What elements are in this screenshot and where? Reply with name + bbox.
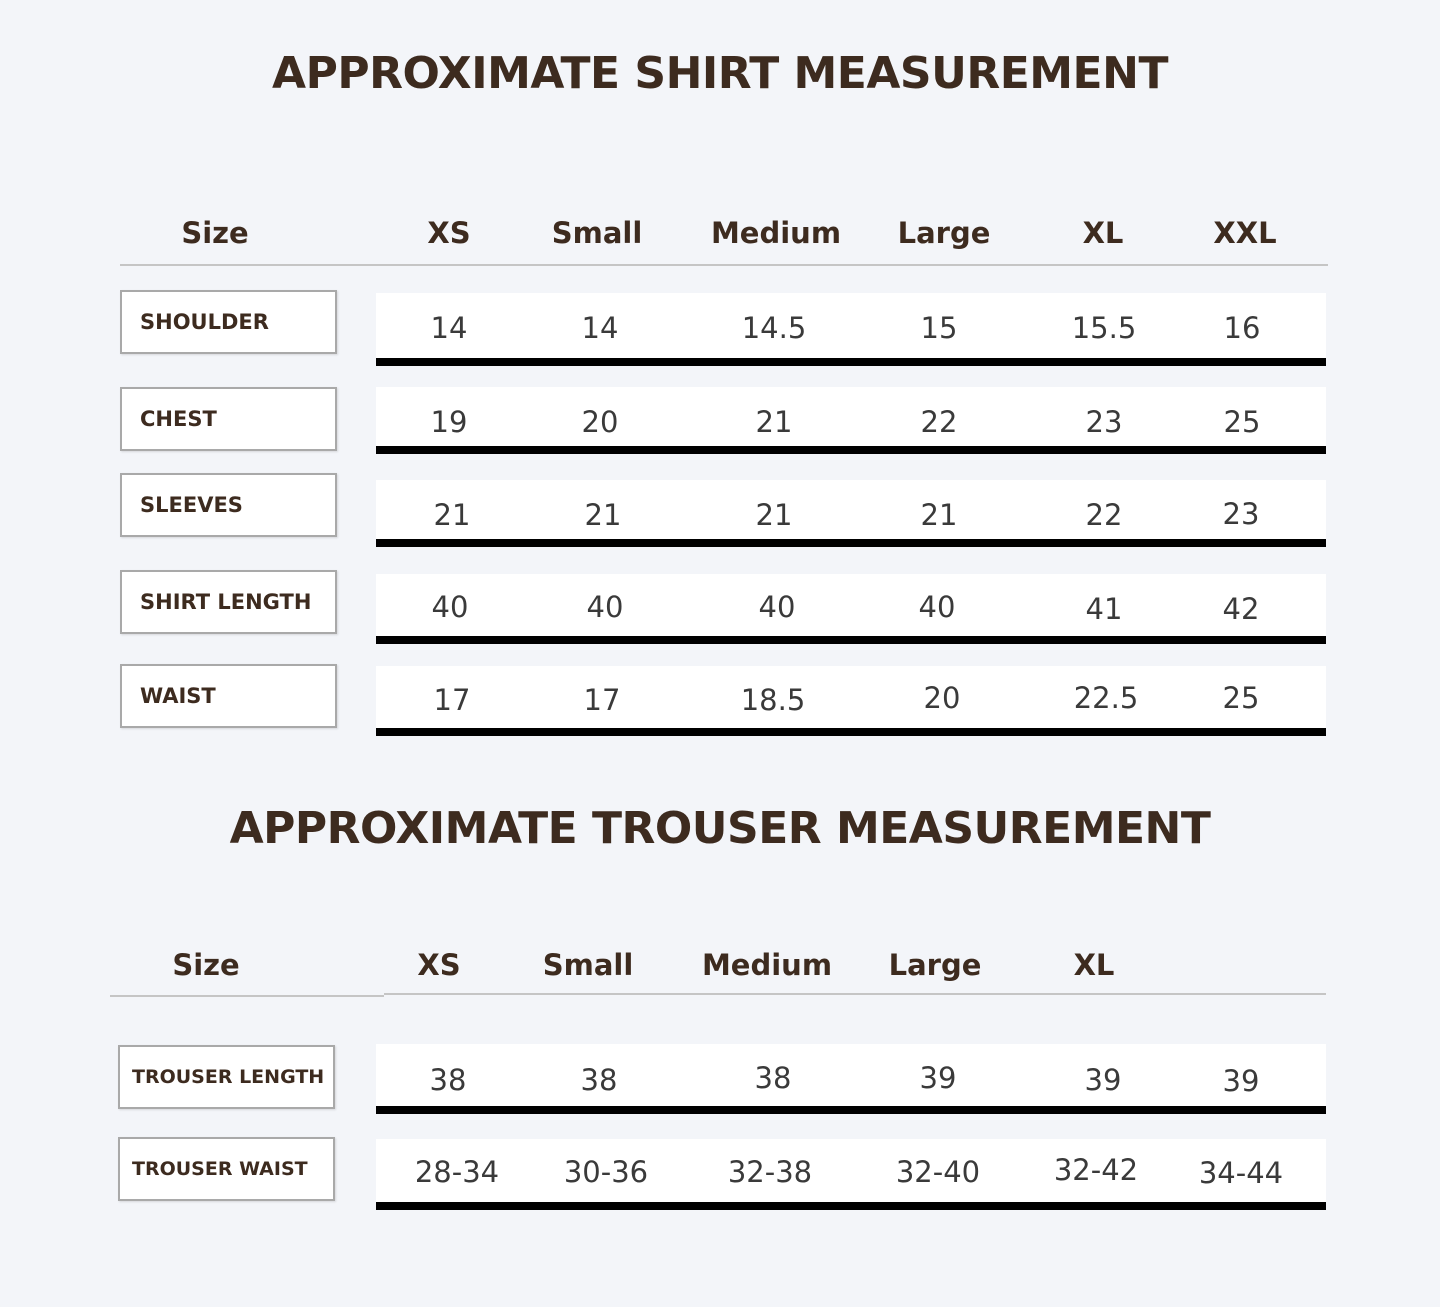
shirt-sleeves-large: 21 bbox=[920, 498, 958, 532]
shirt-length-xl: 41 bbox=[1085, 592, 1123, 626]
trouser-header-divider-left bbox=[110, 995, 384, 997]
shirt-length-xs: 40 bbox=[431, 590, 469, 624]
trouser-header-medium: Medium bbox=[701, 948, 833, 982]
shirt-sleeves-xl: 22 bbox=[1085, 498, 1123, 532]
shirt-length-medium: 40 bbox=[758, 590, 796, 624]
shirt-sleeves-small: 21 bbox=[584, 498, 622, 532]
shirt-row-label-sleeves: SLEEVES bbox=[120, 473, 337, 537]
shirt-shoulder-medium: 14.5 bbox=[741, 311, 807, 345]
shirt-shoulder-xxl: 16 bbox=[1223, 311, 1261, 345]
shirt-row-chest bbox=[376, 387, 1326, 454]
shirt-row-label-chest: CHEST bbox=[120, 387, 337, 451]
trouser-row-label-length: TROUSER LENGTH bbox=[118, 1045, 335, 1109]
trouser-waist-xs: 28-34 bbox=[414, 1155, 500, 1189]
shirt-header-xxl: XXL bbox=[1213, 216, 1277, 250]
shirt-waist-xs: 17 bbox=[433, 683, 471, 717]
shirt-waist-large: 20 bbox=[923, 681, 961, 715]
trouser-header-xs: XS bbox=[417, 948, 461, 982]
trouser-length-col6: 39 bbox=[1222, 1064, 1260, 1098]
shirt-row-sleeves bbox=[376, 480, 1326, 547]
shirt-chest-xl: 23 bbox=[1085, 405, 1123, 439]
trouser-row-label-waist: TROUSER WAIST bbox=[118, 1137, 335, 1201]
trouser-length-medium: 38 bbox=[754, 1061, 792, 1095]
shirt-shoulder-xs: 14 bbox=[430, 311, 468, 345]
shirt-sleeves-medium: 21 bbox=[755, 498, 793, 532]
trouser-row-length bbox=[376, 1044, 1326, 1114]
trouser-waist-medium: 32-38 bbox=[727, 1155, 813, 1189]
shirt-chest-medium: 21 bbox=[755, 405, 793, 439]
shirt-length-xxl: 42 bbox=[1222, 592, 1260, 626]
shirt-length-small: 40 bbox=[586, 590, 624, 624]
shirt-waist-xxl: 25 bbox=[1222, 681, 1260, 715]
shirt-waist-xl: 22.5 bbox=[1073, 681, 1139, 715]
trouser-waist-col6: 34-44 bbox=[1198, 1156, 1284, 1190]
shirt-header-medium: Medium bbox=[710, 216, 842, 250]
shirt-row-waist bbox=[376, 666, 1326, 736]
shirt-header-divider bbox=[120, 264, 1328, 266]
shirt-row-shoulder bbox=[376, 293, 1326, 366]
shirt-chest-large: 22 bbox=[920, 405, 958, 439]
trouser-header-xl: XL bbox=[1073, 948, 1115, 982]
trouser-length-xl: 39 bbox=[1084, 1063, 1122, 1097]
trouser-length-small: 38 bbox=[580, 1063, 618, 1097]
shirt-sleeves-xs: 21 bbox=[433, 498, 471, 532]
shirt-row-label-waist: WAIST bbox=[120, 664, 337, 728]
shirt-chest-xs: 19 bbox=[430, 405, 468, 439]
trouser-header-divider-right bbox=[384, 993, 1326, 995]
shirt-length-large: 40 bbox=[918, 590, 956, 624]
shirt-row-label-shoulder: SHOULDER bbox=[120, 290, 337, 354]
shirt-shoulder-xl: 15.5 bbox=[1071, 311, 1137, 345]
shirt-header-xs: XS bbox=[427, 216, 471, 250]
shirt-header-size: Size bbox=[181, 216, 249, 250]
trouser-title: APPROXIMATE TROUSER MEASUREMENT bbox=[229, 803, 1211, 854]
shirt-header-large: Large bbox=[897, 216, 991, 250]
shirt-waist-small: 17 bbox=[583, 683, 621, 717]
shirt-row-shirt-length bbox=[376, 574, 1326, 644]
trouser-row-waist bbox=[376, 1139, 1326, 1210]
shirt-chest-xxl: 25 bbox=[1223, 405, 1261, 439]
shirt-shoulder-large: 15 bbox=[920, 311, 958, 345]
shirt-sleeves-xxl: 23 bbox=[1222, 497, 1260, 531]
shirt-header-xl: XL bbox=[1082, 216, 1124, 250]
trouser-header-small: Small bbox=[542, 948, 634, 982]
trouser-length-xs: 38 bbox=[429, 1063, 467, 1097]
shirt-shoulder-small: 14 bbox=[581, 311, 619, 345]
trouser-waist-large: 32-40 bbox=[895, 1155, 981, 1189]
trouser-waist-small: 30-36 bbox=[563, 1155, 649, 1189]
shirt-title: APPROXIMATE SHIRT MEASUREMENT bbox=[272, 48, 1168, 99]
trouser-length-large: 39 bbox=[919, 1061, 957, 1095]
trouser-header-large: Large bbox=[888, 948, 982, 982]
trouser-waist-xl: 32-42 bbox=[1053, 1153, 1139, 1187]
shirt-row-label-shirt-length: SHIRT LENGTH bbox=[120, 570, 337, 634]
trouser-header-size: Size bbox=[172, 948, 240, 982]
shirt-header-small: Small bbox=[551, 216, 643, 250]
shirt-waist-medium: 18.5 bbox=[740, 683, 806, 717]
shirt-chest-small: 20 bbox=[581, 405, 619, 439]
